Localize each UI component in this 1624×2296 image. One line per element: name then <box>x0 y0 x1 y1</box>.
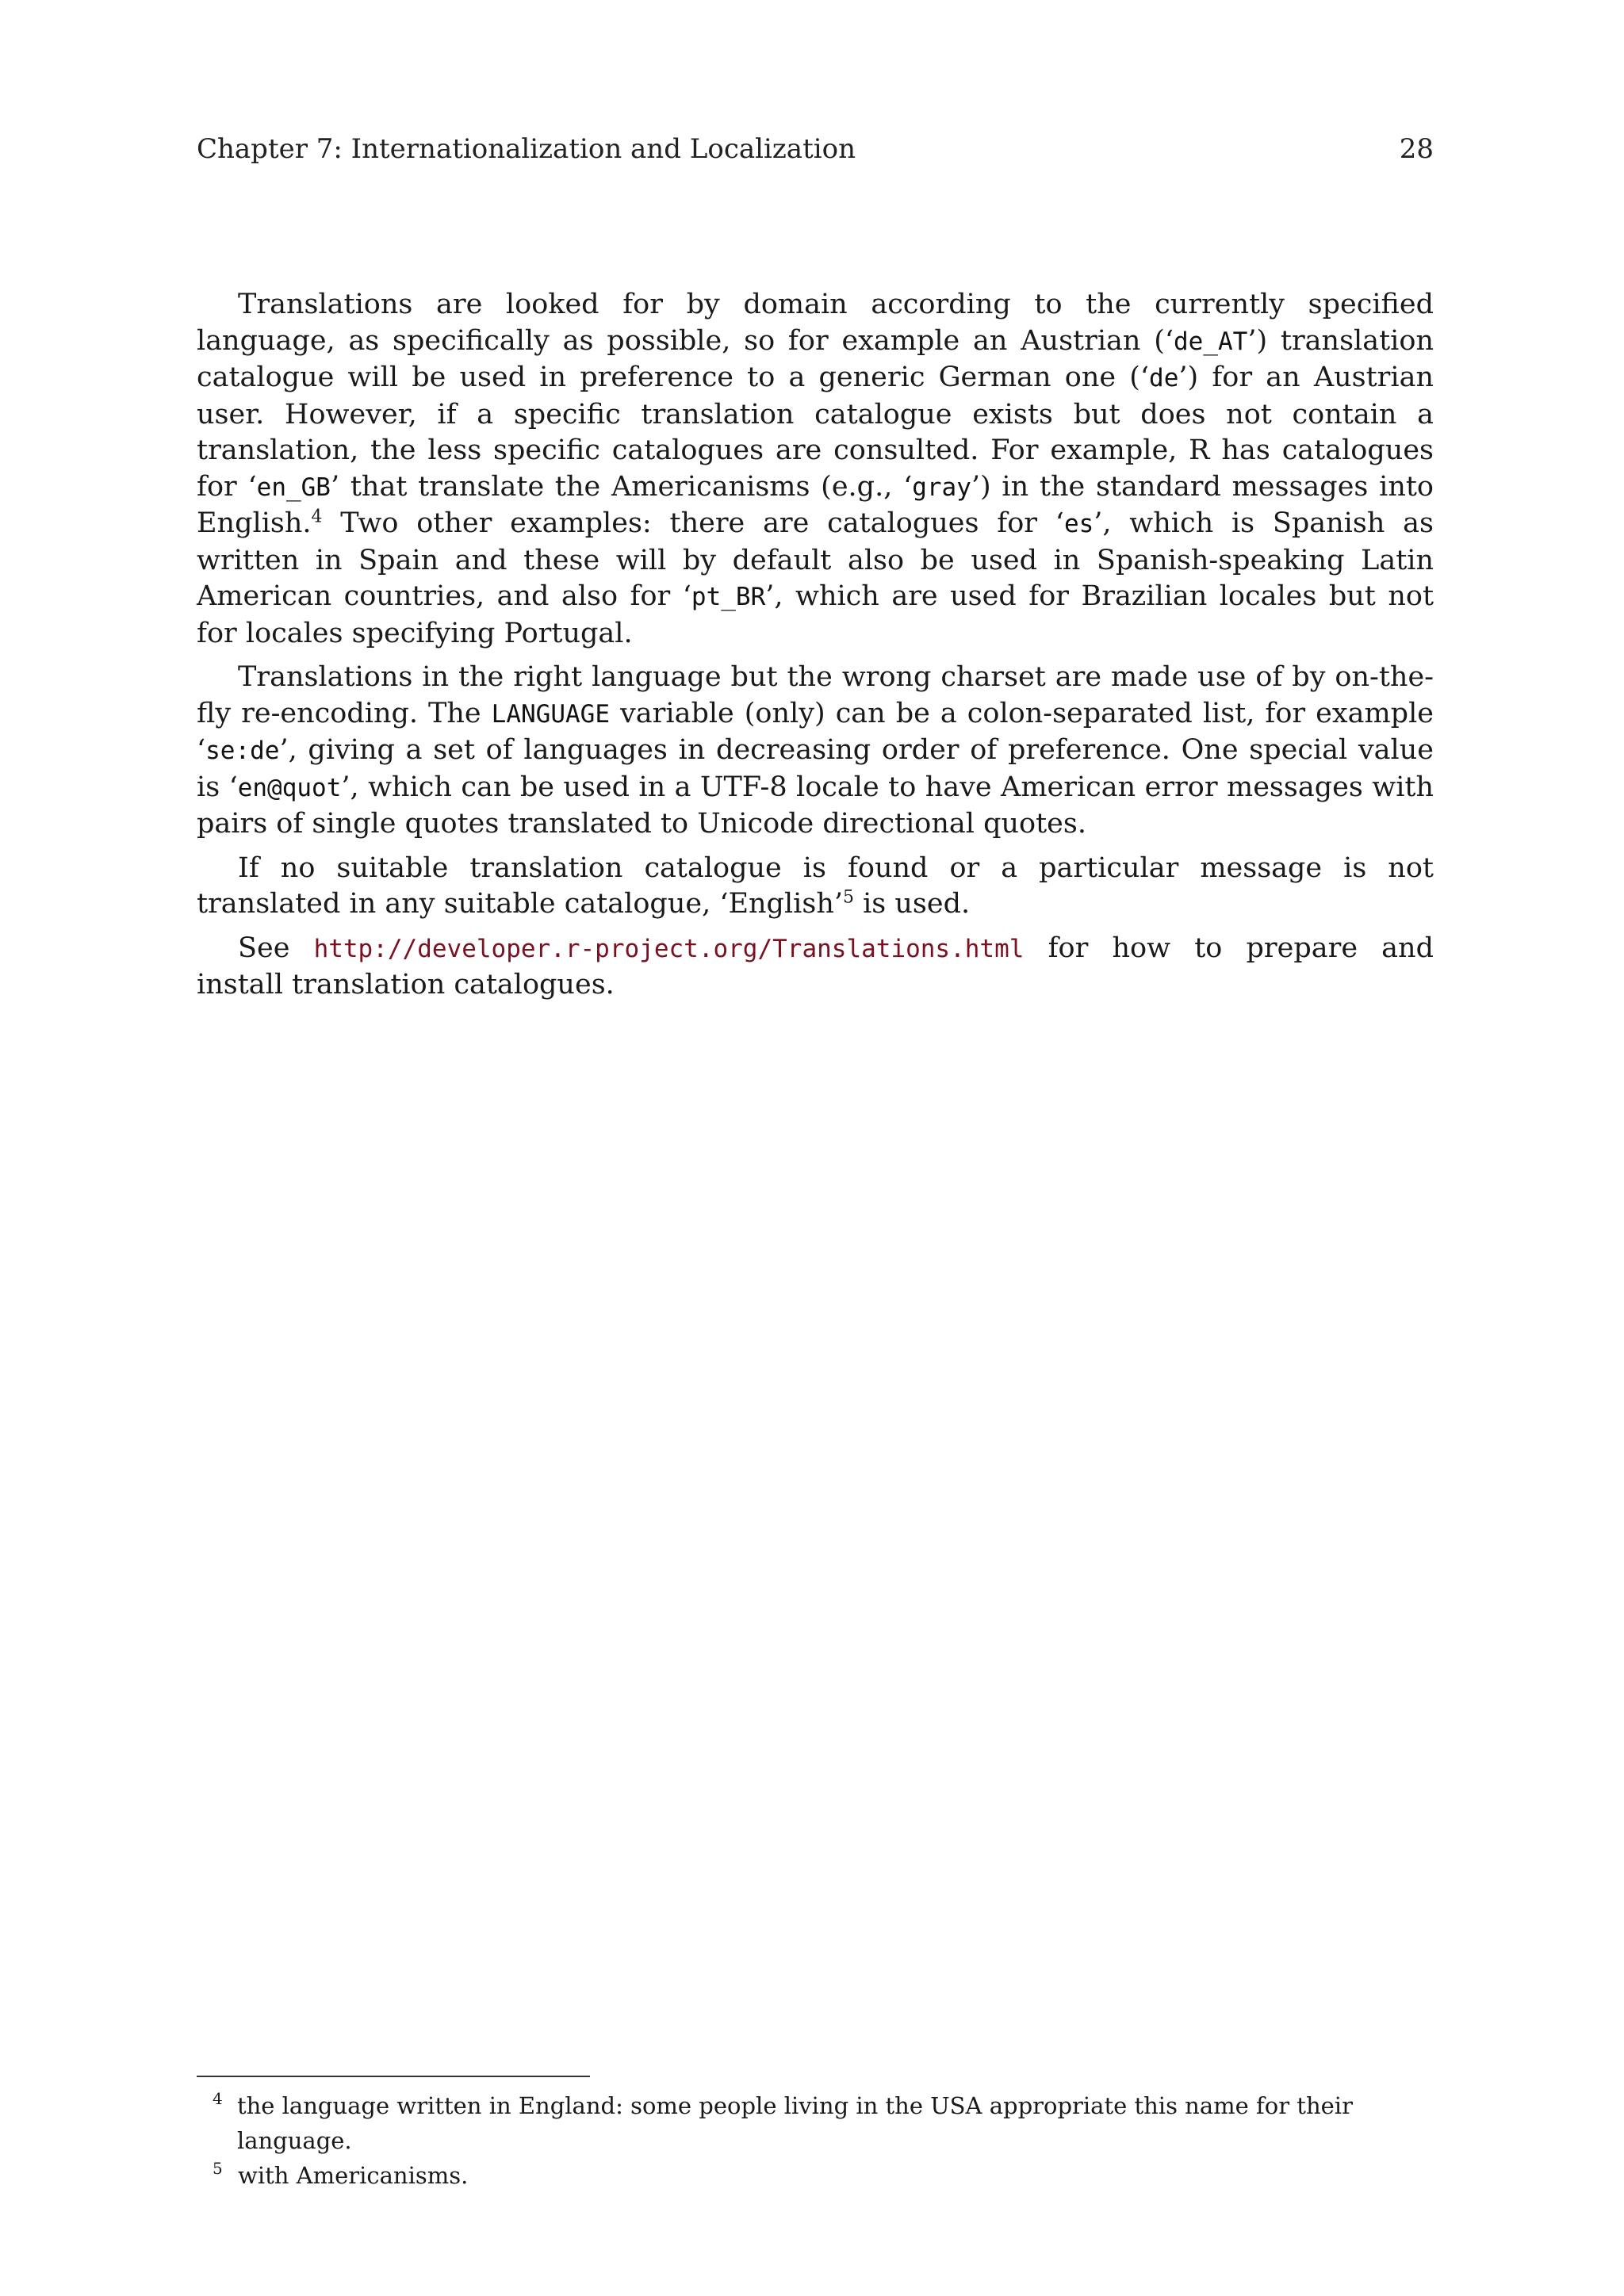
text-run: ’) for an Austrian user. However, if a specific translation catalogue exists but does not contain a translation, the less specific catalogues are consulted. For example, R has catalogues for ‘ <box>197 362 1434 503</box>
paragraph-2 <box>197 660 1434 843</box>
footnote-text: with Americanisms. <box>238 2162 469 2189</box>
footnotes <box>197 2088 1434 2195</box>
footnote-text: the language written in England: some people living in the USA appropriate this name for their language. <box>236 2092 1353 2154</box>
text-run: variable (only) can be a colon-separated list, for example ‘ <box>197 697 1434 766</box>
footnote-mark: 4 <box>213 2089 223 2108</box>
text-run: See <box>238 932 314 964</box>
paragraph-3 <box>197 851 1434 923</box>
text-run: ’) translation catalogue will be used in preference to a generic German one (‘ <box>197 324 1434 393</box>
text-run: Two other examples: there are catalogues for ‘ <box>322 507 1064 539</box>
text-run: Translations in the right language but the wrong charset are made use of by on-the-fly re-encoding. The <box>197 661 1434 729</box>
code-se-de: se:de <box>205 737 280 765</box>
text-run: ’, which is Spanish as written in Spain and these will by default also be used in Spanish-speaking Latin American countries, and also for ‘ <box>197 507 1434 612</box>
code-de: de <box>1149 364 1179 392</box>
translations-link[interactable]: http://developer.r-project.org/Translations.html <box>313 934 1025 963</box>
footnote-divider <box>197 2076 590 2077</box>
footnote-ref-5[interactable]: 5 <box>842 887 854 908</box>
page-number: 28 <box>1399 133 1434 165</box>
code-language: LANGUAGE <box>491 699 610 729</box>
text-run: ’, which can be used in a UTF-8 locale to have American error messages with pairs of single quotes translated to Unicode directional quotes. <box>197 771 1434 840</box>
code-pt-br: pt_BR <box>691 583 766 611</box>
code-es: es <box>1063 510 1094 538</box>
footnote-mark: 5 <box>213 2159 223 2178</box>
paragraph-4 <box>197 931 1434 1004</box>
text-run: Translations are looked for by domain according to the currently specified language, as specifically as possible, so for example an Austrian (‘ <box>197 289 1434 357</box>
text-run: If no suitable translation catalogue is found or a particular message is not translated in any suitable catalogue, ‘English’ <box>197 851 1434 920</box>
footnote-ref-4[interactable]: 4 <box>311 507 323 527</box>
body-text <box>197 287 1434 1012</box>
text-run: ’) in the standard messages into English. <box>197 470 1434 539</box>
paragraph-1 <box>197 287 1434 652</box>
text-run: ’ that translate the Americanisms (e.g., ‘ <box>330 470 913 503</box>
text-run: for how to prepare and install translation catalogues. <box>197 932 1434 1001</box>
code-en-quot: en@quot <box>237 773 342 802</box>
code-de-at: de_AT <box>1174 327 1248 356</box>
chapter-title: Chapter 7: Internationalization and Localization <box>197 133 856 165</box>
code-gray: gray <box>912 473 971 502</box>
footnote-5 <box>197 2158 1434 2195</box>
page-header <box>197 128 1434 170</box>
code-en-gb: en_GB <box>256 473 331 502</box>
footnote-4 <box>197 2088 1434 2158</box>
text-run: ’, which are used for Brazilian locales but not for locales specifying Portugal. <box>197 580 1434 649</box>
text-run: ’, giving a set of languages in decreasing order of preference. One special value is ‘ <box>197 734 1434 803</box>
text-run: is used. <box>853 888 971 920</box>
